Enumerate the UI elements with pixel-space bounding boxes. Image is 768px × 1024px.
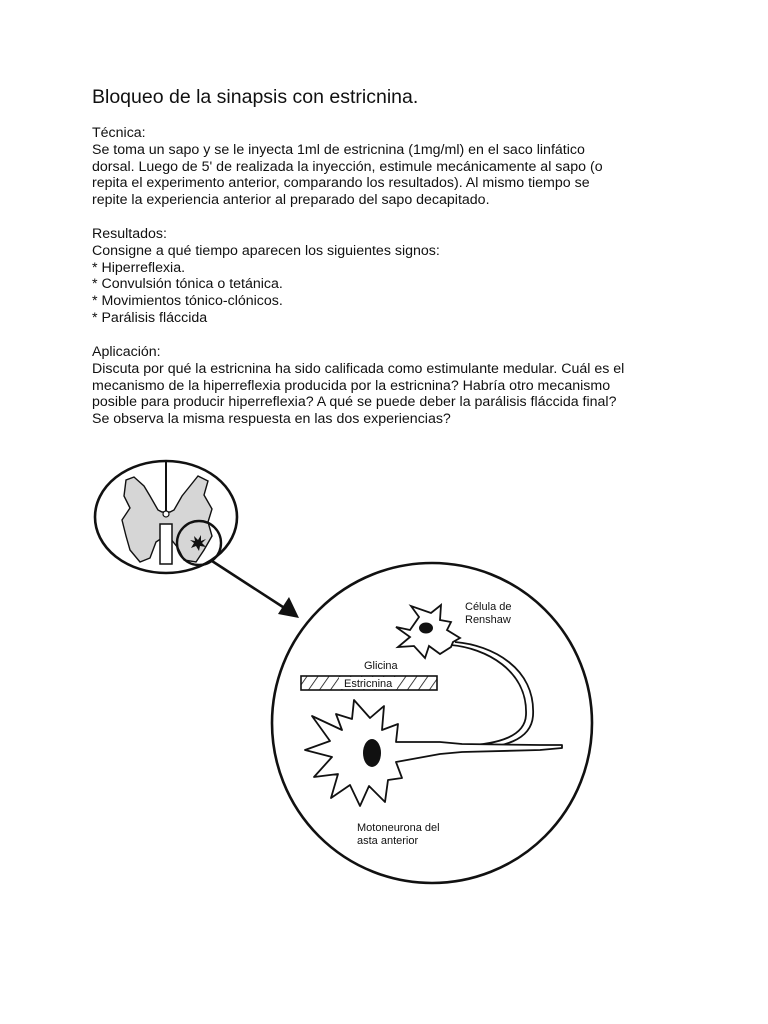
paragraph-line: Se observa la misma respuesta en las dos experiencias?: [92, 411, 451, 428]
motoneurona-label-line2: asta anterior: [357, 835, 419, 847]
motoneurona-label-line1: Motoneurona del: [357, 822, 440, 834]
paragraph-line: posible para producir hiperreflexia? A qué se puede deber la parálisis fláccida final?: [92, 394, 617, 411]
paragraph-line: Consigne a qué tiempo aparecen los siguientes signos:: [92, 242, 440, 259]
paragraph-line: repita el experimento anterior, comparando los resultados). Al mismo tiempo se: [92, 175, 590, 192]
list-item: * Parálisis fláccida: [92, 309, 208, 326]
glicina-label: Glicina: [364, 660, 398, 672]
section-heading: Técnica:: [92, 125, 146, 141]
paragraph-line: mecanismo de la hiperreflexia producida por la estricnina? Habría otro mecanismo: [92, 377, 611, 394]
paragraph-line: Discuta por qué la estricnina ha sido calificada como estimulante medular. Cuál es el: [92, 360, 625, 377]
list-item: * Movimientos tónico-clónicos.: [92, 293, 283, 310]
paragraph-line: repite la experiencia anterior al preparado del sapo decapitado.: [92, 192, 490, 209]
list-item: * Hiperreflexia.: [92, 259, 186, 276]
renshaw-label-line1: Célula de: [465, 601, 512, 613]
spinal-cord-section: [95, 461, 237, 573]
paragraph-line: dorsal. Luego de 5' de realizada la inyección, estimule mecánicamente al sapo (o: [92, 158, 603, 175]
document-title: Bloqueo de la sinapsis con estricnina.: [92, 86, 419, 108]
list-item: * Convulsión tónica o tetánica.: [92, 276, 283, 293]
estricnina-label: Estricnina: [344, 678, 393, 690]
renshaw-label-line2: Renshaw: [465, 614, 511, 626]
section-heading: Resultados:: [92, 226, 167, 242]
paragraph-line: Se toma un sapo y se le inyecta 1ml de estricnina (1mg/ml) en el saco linfático: [92, 141, 585, 158]
section-heading: Aplicación:: [92, 344, 161, 360]
zoom-arrow: [212, 561, 299, 618]
